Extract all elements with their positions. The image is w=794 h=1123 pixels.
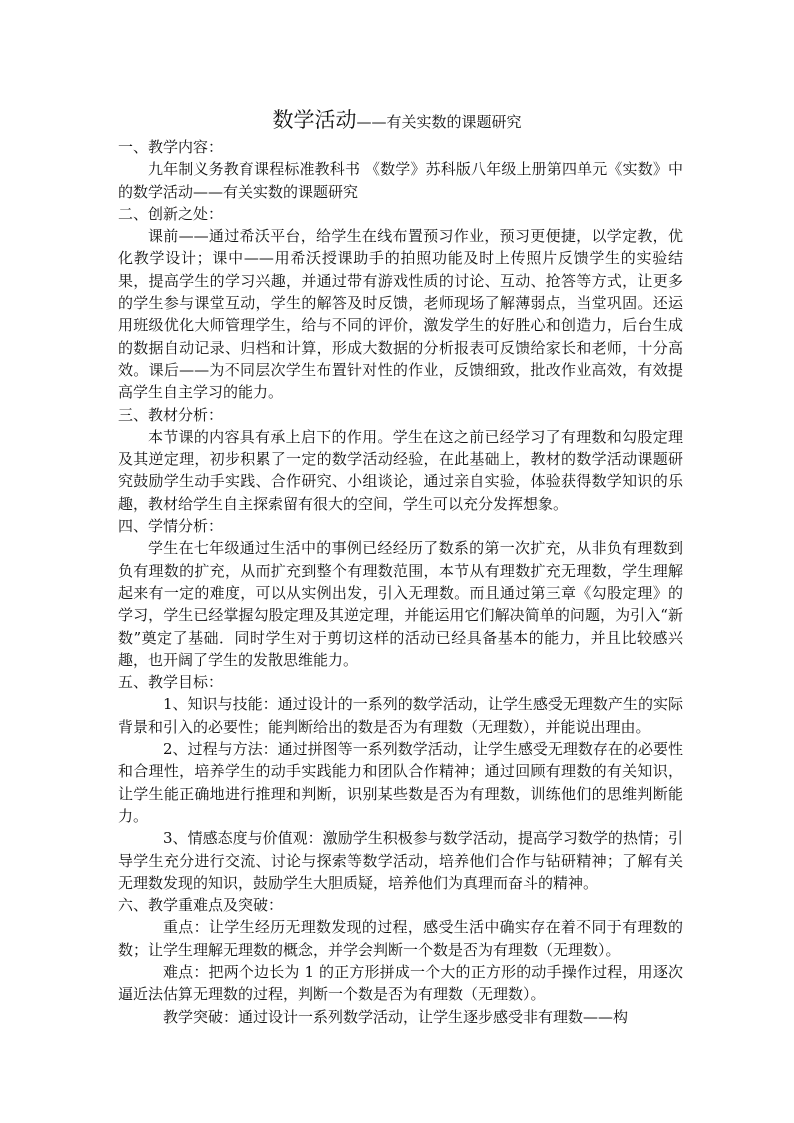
body-paragraph: 重点：让学生经历无理数发现的过程，感受生活中确实存在着不同于有理数的数；让学生理解无理数的概念，并学会判断一个数是否为有理数（无理数）。 (118, 918, 683, 959)
document-title (0, 104, 794, 134)
section-heading: 二、创新之处： (118, 204, 224, 223)
body-paragraph: 课前——通过希沃平台，给学生在线布置预习作业，预习更便捷，以学定教，优化教学设计；课中——用希沃授课助手的拍照功能及时上传照片反馈学生的实验结果，提高学生的学习兴趣，并通过带有游戏性质的讨论、互动、抢答等方式，让更多的学生参与课堂互动，学生的解答及时反馈，老师现场了解薄弱点，当堂巩固。还运用班级优化大师管理学生，给与不同的评价，激发学生的好胜心和创造力，后台生成的数据自动记录、归档和计算，形成大数据的分析报表可反馈给家长和老师，十分高效。课后——为不同层次学生布置针对性的作业，反馈细致，批改作业高效，有效提高学生自主学习的能力。 (118, 227, 683, 402)
body-paragraph: 3、情感态度与价值观：激励学生积极参与数学活动，提高学习数学的热情；引导学生充分进行交流、讨论与探索等数学活动，培养他们合作与钻研精神；了解有关无理数发现的知识，鼓励学生大胆质疑，培养他们为真理而奋斗的精神。 (118, 829, 683, 892)
body-paragraph: 2、过程与方法：通过拼图等一系列数学活动，让学生感受无理数存在的必要性和合理性，培养学生的动手实践能力和团队合作精神；通过回顾有理数的有关知识，让学生能正确地进行推理和判断，识别某些数是否为有理数，训练他们的思维判断能力。 (118, 740, 683, 825)
title-main: 数学活动 (272, 108, 357, 132)
body-paragraph: 1、知识与技能：通过设计的一系列的数学活动，让学生感受无理数产生的实际背景和引入的必要性；能判断给出的数是否为有理数（无理数），并能说出理由。 (118, 695, 683, 736)
body-paragraph: 学生在七年级通过生活中的事例已经经历了数系的第一次扩充，从非负有理数到负有理数的扩充，从而扩充到整个有理数范围，本节从有理数扩充无理数，学生理解起来有一定的难度，可以从实例出发，引入无理数。而且通过第三章《勾股定理》的学习，学生已经掌握勾股定理及其逆定理，并能运用它们解决简单的问题，为引入“新数”奠定了基础．同时学生对于剪切这样的活动已经具备基本的能力，并且比较感兴趣，也开阔了学生的发散思维能力。 (118, 539, 683, 669)
body-paragraph: 本节课的内容具有承上启下的作用。学生在这之前已经学习了有理数和勾股定理及其逆定理，初步积累了一定的数学活动经验，在此基础上，教材的数学活动课题研究鼓励学生动手实践、合作研究、小组谈论，通过亲自实验，体验获得数学知识的乐趣，教材给学生自主探索留有很大的空间，学生可以充分发挥想象。 (118, 427, 683, 513)
body-paragraph: 教学突破：通过设计一系列数学活动，让学生逐步感受非有理数——构 (163, 1007, 629, 1026)
section-heading: 三、教材分析： (118, 405, 224, 424)
body-paragraph: 难点：把两个边长为 1 的正方形拼成一个大的正方形的动手操作过程，用逐次逼近法估算无理数的过程，判断一个数是否为有理数（无理数）。 (118, 962, 683, 1004)
document-body (118, 136, 683, 1028)
section-heading: 四、学情分析： (118, 517, 224, 536)
section-heading: 五、教学目标： (118, 673, 224, 692)
title-sub: ——有关实数的课题研究 (356, 113, 522, 131)
section-heading: 一、教学内容： (118, 138, 224, 156)
section-heading: 六、教学重难点及突破： (118, 896, 284, 915)
body-paragraph: 九年制义务教育课程标准教科书 《数学》苏科版八年级上册第四单元《实数》中的数学活动——有关实数的课题研究 (118, 160, 683, 201)
